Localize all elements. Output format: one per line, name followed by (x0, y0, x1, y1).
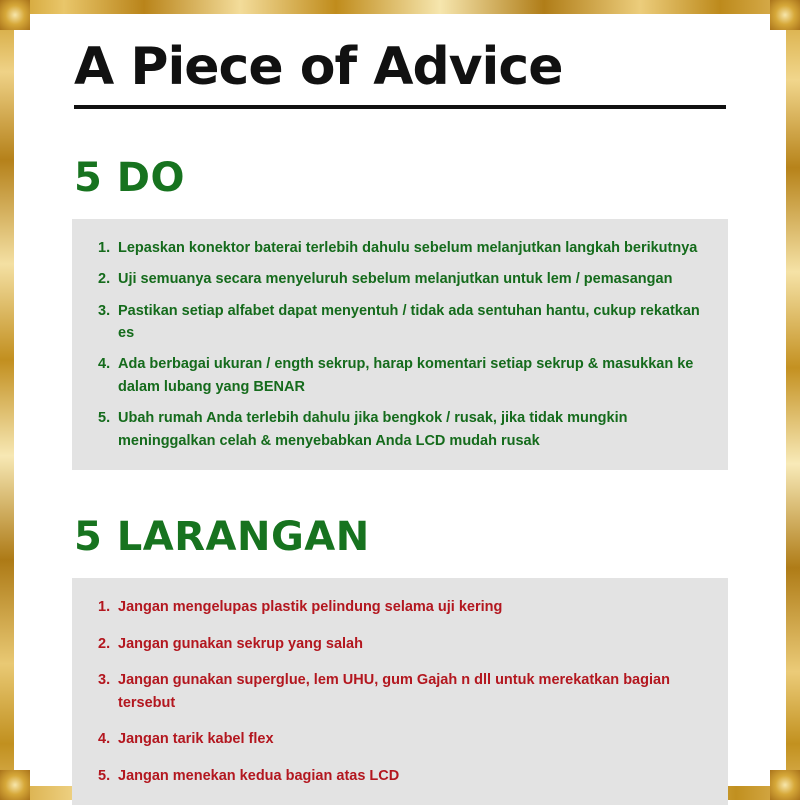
list-item-number: 3. (98, 672, 111, 689)
list-item-number: 1. (98, 239, 111, 256)
list-item (98, 353, 706, 398)
list-item-number: 4. (98, 356, 111, 373)
list-item (98, 669, 706, 714)
list-item-number: 5. (98, 410, 111, 427)
list-item-text: Ubah rumah Anda terlebih dahulu jika bengkok / rusak, jika tidak mungkin meninggalkan celah & menyebabkan Anda LCD mudah rusak (118, 410, 628, 449)
list-item (98, 596, 706, 618)
section-heading-do: 5 DO (74, 154, 185, 201)
list-item-number: 4. (98, 731, 111, 748)
list-item (98, 407, 706, 452)
list-item-text: Jangan tarik kabel flex (118, 731, 274, 748)
list-item (98, 300, 706, 345)
list-item-text: Jangan gunakan sekrup yang salah (118, 635, 363, 652)
dont-list-panel (72, 578, 728, 805)
list-item (98, 765, 706, 787)
list-item-text: Jangan mengelupas plastik pelindung selama uji kering (118, 599, 503, 616)
decorative-border-top (0, 0, 800, 14)
list-item-text: Ada berbagai ukuran / ength sekrup, harap komentari setiap sekrup & masukkan ke dalam lubang yang BENAR (118, 356, 694, 395)
list-item (98, 728, 706, 750)
list-item-number: 3. (98, 302, 111, 319)
do-list (98, 237, 706, 453)
decorative-border-left (0, 0, 14, 800)
list-item-number: 2. (98, 271, 111, 288)
list-item-text: Jangan gunakan superglue, lem UHU, gum Gajah n dll untuk merekatkan bagian tersebut (118, 672, 670, 711)
list-item-number: 5. (98, 767, 111, 784)
title-divider (74, 105, 726, 109)
list-item-text: Pastikan setiap alfabet dapat menyentuh / tidak ada sentuhan hantu, cukup rekatkan es (118, 302, 700, 341)
list-item-text: Lepaskan konektor baterai terlebih dahulu sebelum melanjutkan langkah berikutnya (118, 239, 698, 256)
list-item-text: Jangan menekan kedua bagian atas LCD (118, 767, 400, 784)
section-heading-dont: 5 LARANGAN (74, 514, 370, 561)
list-item-number: 2. (98, 635, 111, 652)
dont-list (98, 596, 706, 787)
page-title: A Piece of Advice (74, 37, 563, 97)
decorative-border-right (786, 0, 800, 800)
list-item-number: 1. (98, 599, 111, 616)
list-item (98, 633, 706, 655)
do-list-panel (72, 219, 728, 471)
list-item (98, 268, 706, 290)
poster-content (14, 14, 786, 786)
list-item-text: Uji semuanya secara menyeluruh sebelum melanjutkan untuk lem / pemasangan (118, 271, 673, 288)
list-item (98, 237, 706, 259)
